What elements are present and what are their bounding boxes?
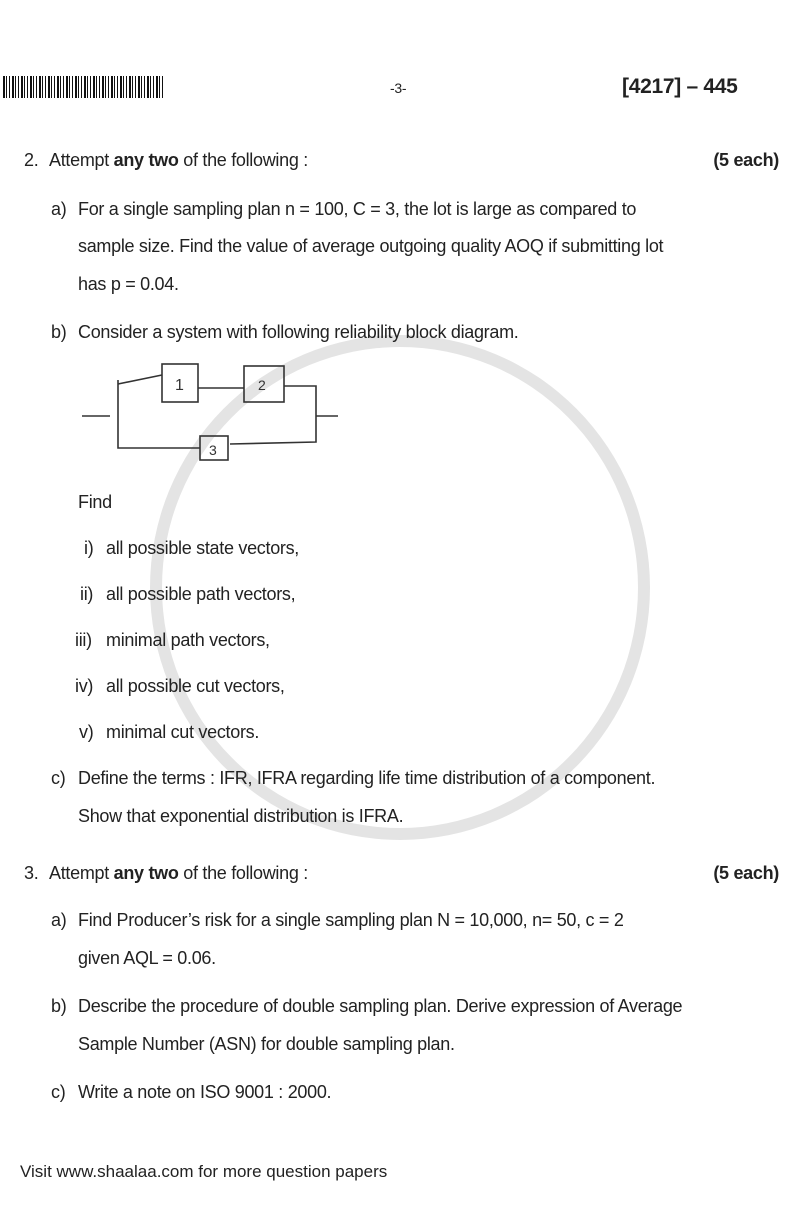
- footer-link-text: Visit www.shaalaa.com for more question papers: [20, 1162, 388, 1181]
- item-text: all possible cut vectors,: [106, 676, 285, 696]
- item-label: i): [84, 538, 94, 558]
- q3b-label: b): [51, 996, 67, 1016]
- q3-marks: (5 each): [713, 863, 779, 883]
- q2c-line: Show that exponential distribution is IFRA.: [78, 806, 404, 826]
- q2b-text: Consider a system with following reliability block diagram.: [78, 322, 519, 342]
- item-label: iii): [75, 630, 92, 650]
- q2c-line: Define the terms : IFR, IFRA regarding life time distribution of a component.: [78, 768, 656, 788]
- q3a-line: Find Producer’s risk for a single sampling plan N = 10,000, n= 50, c = 2: [78, 910, 624, 930]
- q2b-label: b): [51, 322, 67, 342]
- q2a-line: has p = 0.04.: [78, 274, 179, 294]
- q2-instruction: Attempt any two of the following :: [49, 150, 308, 170]
- q3c-line: Write a note on ISO 9001 : 2000.: [78, 1082, 332, 1102]
- find-text: Find: [78, 492, 112, 512]
- item-label: ii): [80, 584, 94, 604]
- q2-marks: (5 each): [713, 150, 779, 170]
- item-label: v): [79, 722, 94, 742]
- item-text: minimal path vectors,: [106, 630, 270, 650]
- item-text: all possible state vectors,: [106, 538, 299, 558]
- item-label: iv): [75, 676, 94, 696]
- q3-number: 3.: [24, 863, 39, 883]
- q3a-label: a): [51, 910, 67, 930]
- q2c-label: c): [51, 768, 66, 788]
- block-3-label: 3: [209, 442, 217, 458]
- paper-code: [4217] – 445: [622, 75, 738, 98]
- block-2-label: 2: [258, 377, 266, 393]
- q2-number: 2.: [24, 150, 39, 170]
- block-1-label: 1: [175, 377, 184, 394]
- q3b-line: Describe the procedure of double sampling plan. Derive expression of Average: [78, 996, 683, 1016]
- page-number: -3-: [390, 80, 407, 96]
- q2a-line: For a single sampling plan n = 100, C = 3, the lot is large as compared to: [78, 199, 637, 219]
- q3b-line: Sample Number (ASN) for double sampling plan.: [78, 1034, 455, 1054]
- q2a-line: sample size. Find the value of average outgoing quality AOQ if submitting lot: [78, 236, 664, 256]
- q2a-label: a): [51, 199, 67, 219]
- q3-instruction: Attempt any two of the following :: [49, 863, 308, 883]
- q3a-line: given AQL = 0.06.: [78, 948, 216, 968]
- barcode: [3, 76, 163, 98]
- reliability-block-diagram: [70, 360, 370, 470]
- q3c-label: c): [51, 1082, 66, 1102]
- item-text: all possible path vectors,: [106, 584, 296, 604]
- item-text: minimal cut vectors.: [106, 722, 260, 742]
